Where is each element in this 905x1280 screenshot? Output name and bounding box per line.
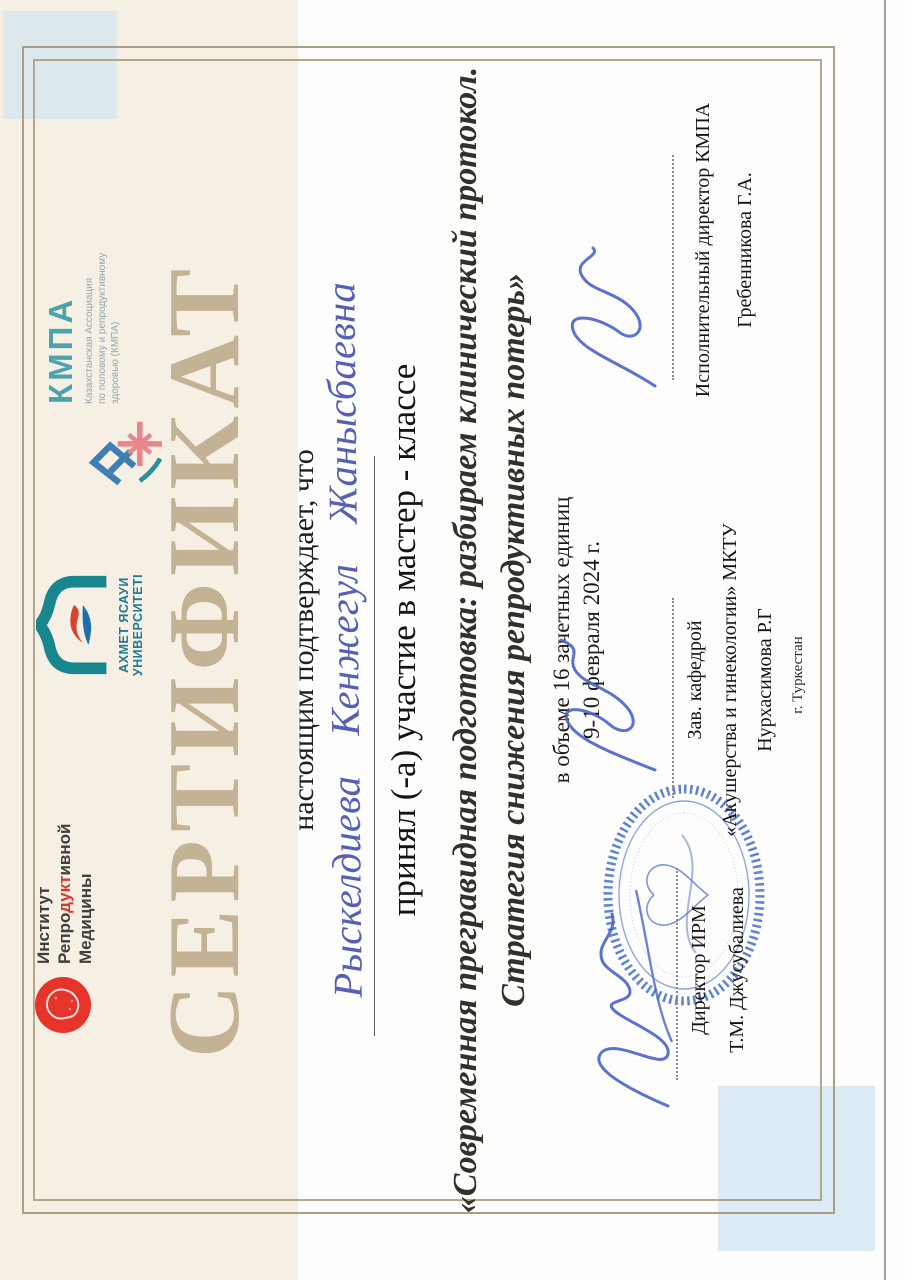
recipient-name-handwritten: Рыскелдиева Кенжегул Жанысбаевна — [317, 282, 371, 998]
ayu-logo-text: АХМЕТ ЯСАУИ УНИВЕРСИТЕТІ — [117, 573, 146, 677]
name-irm-director: Т.М. Джусубалиева — [726, 887, 748, 1053]
irm-red-cell-icon — [34, 976, 97, 1034]
name-kmpa-director: Гребенникова Г.А. — [734, 172, 756, 328]
scan-edge-strip — [886, 0, 905, 1280]
credit-volume-line: в объеме 16 зачетных единиц — [549, 496, 574, 784]
course-title-line1: «Современная прегравидная подготовка: разбираем клинический протокол. — [447, 66, 484, 1214]
city-line: г. Туркестан — [790, 636, 806, 714]
recipient-name-underline — [374, 456, 375, 1036]
signature-department-head — [543, 632, 678, 782]
kmpa-desc: Казахстанская Ассоциация по половому и репродуктивному здоровью (КМПА) — [84, 252, 121, 404]
signature-line-kmpa-director — [672, 155, 674, 380]
logo-ayu — [36, 545, 146, 705]
course-title-line2: Стратегия снижения репродуктивных потерь» — [495, 273, 532, 1007]
role-kmpa-director: Исполнительный директор КМПА — [692, 102, 714, 398]
signature-line-irm-director — [676, 868, 678, 1080]
kmpa-abbr: КМПА — [42, 296, 79, 404]
certificate-title: СЕРТИФИКАТ — [148, 261, 261, 1059]
logo-irm — [34, 824, 97, 1035]
role-department-head: Зав. кафедрой — [684, 620, 706, 740]
event-date-line: 9-10 февраля 2024 г. — [579, 541, 604, 739]
org-department-head: «Акушерства и гинекологии» МКТУ — [719, 523, 741, 837]
signature-line-department-head — [672, 598, 674, 798]
participation-line: принял (-а) участие в мастер - классе — [384, 363, 423, 917]
role-irm-director: Директор ИРМ — [688, 905, 710, 1035]
ayu-dome-icon — [97, 561, 114, 689]
statement-line: настоящим подтверждает, что — [287, 449, 320, 831]
name-department-head: Нурхасимова Р.Г — [754, 608, 776, 752]
signature-kmpa-director — [553, 242, 678, 402]
irm-logo-text: Институт Репродуктивной Медицины — [34, 823, 95, 964]
